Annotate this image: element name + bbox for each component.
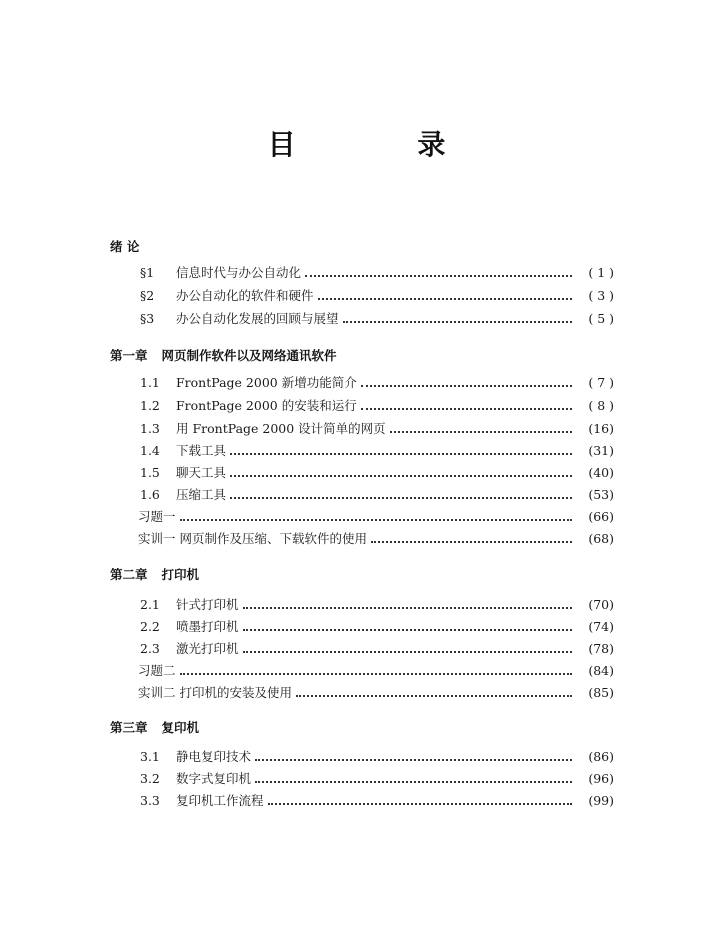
- toc-entry[interactable]: [140, 768, 614, 788]
- dot-leader: [180, 505, 572, 521]
- page-number: (68): [588, 530, 614, 546]
- entry-title: 用 FrontPage 2000 设计简单的网页: [176, 421, 386, 436]
- dot-leader: [230, 439, 572, 455]
- entry-number: 3.2: [140, 770, 160, 786]
- dot-leader: [361, 394, 572, 410]
- toc-entry[interactable]: [140, 790, 614, 810]
- chapter-title: 绪 论: [110, 239, 140, 254]
- page-number: ( 3 ): [588, 287, 614, 303]
- entry-title: 针式打印机: [176, 597, 239, 612]
- page-number: (16): [588, 420, 614, 436]
- entry-number: §2: [140, 287, 155, 303]
- page-number: (85): [588, 684, 614, 700]
- toc-entry[interactable]: [138, 528, 614, 548]
- entry-number: 1.5: [140, 464, 160, 480]
- page-number: (86): [588, 748, 614, 764]
- toc-entry[interactable]: [138, 682, 614, 702]
- toc-entry[interactable]: [140, 462, 614, 482]
- dot-leader: [361, 371, 572, 387]
- page-number: (31): [588, 442, 614, 458]
- entry-number: 1.6: [140, 486, 160, 502]
- entry-number: 1.1: [140, 374, 160, 390]
- dot-leader: [230, 483, 572, 499]
- entry-title: 习题一: [138, 509, 176, 524]
- dot-leader: [305, 261, 572, 277]
- page-number: (40): [588, 464, 614, 480]
- entry-title: 信息时代与办公自动化: [176, 265, 302, 280]
- page-number: ( 1 ): [588, 264, 614, 280]
- entry-title: 聊天工具: [176, 465, 227, 480]
- toc-entry[interactable]: [140, 746, 614, 766]
- toc-entry[interactable]: [140, 308, 614, 328]
- entry-number: 3.1: [140, 748, 160, 764]
- entry-title: 喷墨打印机: [176, 619, 239, 634]
- chapter-title: 打印机: [161, 567, 200, 582]
- page-number: (84): [588, 662, 614, 678]
- chapter-number: 第一章: [110, 348, 148, 363]
- entry-title: 静电复印技术: [176, 749, 252, 764]
- dot-leader: [180, 659, 572, 675]
- section-heading: [110, 346, 337, 364]
- entry-title: 激光打印机: [176, 641, 239, 656]
- toc-entry[interactable]: [140, 440, 614, 460]
- section-heading: [110, 237, 139, 255]
- section-heading: [110, 565, 199, 583]
- toc-entry[interactable]: [140, 638, 614, 658]
- toc-entry[interactable]: [138, 506, 614, 526]
- dot-leader: [243, 615, 572, 631]
- entry-title: FrontPage 2000 的安装和运行: [176, 398, 357, 413]
- dot-leader: [318, 284, 572, 300]
- entry-title: 办公自动化的软件和硬件: [176, 288, 314, 303]
- page-number: ( 8 ): [588, 397, 614, 413]
- entry-title: 实训二 打印机的安装及使用: [138, 685, 292, 700]
- entry-title: 实训一 网页制作及压缩、下载软件的使用: [138, 531, 367, 546]
- entry-number: 1.3: [140, 420, 160, 436]
- dot-leader: [255, 767, 572, 783]
- dot-leader: [371, 527, 572, 543]
- page-number: (66): [588, 508, 614, 524]
- entry-number: 3.3: [140, 792, 160, 808]
- dot-leader: [343, 307, 572, 323]
- dot-leader: [296, 681, 572, 697]
- page-number: (74): [588, 618, 614, 634]
- page-number: (53): [588, 486, 614, 502]
- dot-leader: [255, 745, 572, 761]
- chapter-title: 网页制作软件以及网络通讯软件: [161, 348, 337, 363]
- entry-number: §1: [140, 264, 155, 280]
- chapter-title: 复印机: [161, 720, 200, 735]
- entry-number: 1.4: [140, 442, 160, 458]
- entry-number: 1.2: [140, 397, 160, 413]
- entry-title: FrontPage 2000 新增功能简介: [176, 375, 357, 390]
- entry-title: 复印机工作流程: [176, 793, 264, 808]
- entry-title: 下载工具: [176, 443, 227, 458]
- toc-entry[interactable]: [140, 262, 614, 282]
- dot-leader: [243, 637, 572, 653]
- dot-leader: [243, 593, 572, 609]
- entry-title: 办公自动化发展的回顾与展望: [176, 311, 339, 326]
- entry-title: 压缩工具: [176, 487, 227, 502]
- page-number: ( 5 ): [588, 310, 614, 326]
- page-number: (70): [588, 596, 614, 612]
- entry-title: 数字式复印机: [176, 771, 252, 786]
- page-number: (96): [588, 770, 614, 786]
- toc-entry[interactable]: [140, 418, 614, 438]
- entry-number: 2.3: [140, 640, 160, 656]
- entry-number: 2.1: [140, 596, 160, 612]
- toc-entry[interactable]: [140, 616, 614, 636]
- page-number: (78): [588, 640, 614, 656]
- toc-entry[interactable]: [140, 594, 614, 614]
- toc-entry[interactable]: [140, 285, 614, 305]
- chapter-number: 第二章: [110, 567, 148, 582]
- page-title: 目 录: [267, 128, 502, 161]
- page-number: ( 7 ): [588, 374, 614, 390]
- toc-entry[interactable]: [138, 660, 614, 680]
- toc-entry[interactable]: [140, 484, 614, 504]
- toc-entry[interactable]: [140, 395, 614, 415]
- dot-leader: [268, 789, 572, 805]
- toc-entry[interactable]: [140, 372, 614, 392]
- page-number: (99): [588, 792, 614, 808]
- entry-number: 2.2: [140, 618, 160, 634]
- dot-leader: [390, 417, 572, 433]
- entry-title: 习题二: [138, 663, 176, 678]
- section-heading: [110, 718, 199, 736]
- chapter-number: 第三章: [110, 720, 148, 735]
- dot-leader: [230, 461, 572, 477]
- entry-number: §3: [140, 310, 155, 326]
